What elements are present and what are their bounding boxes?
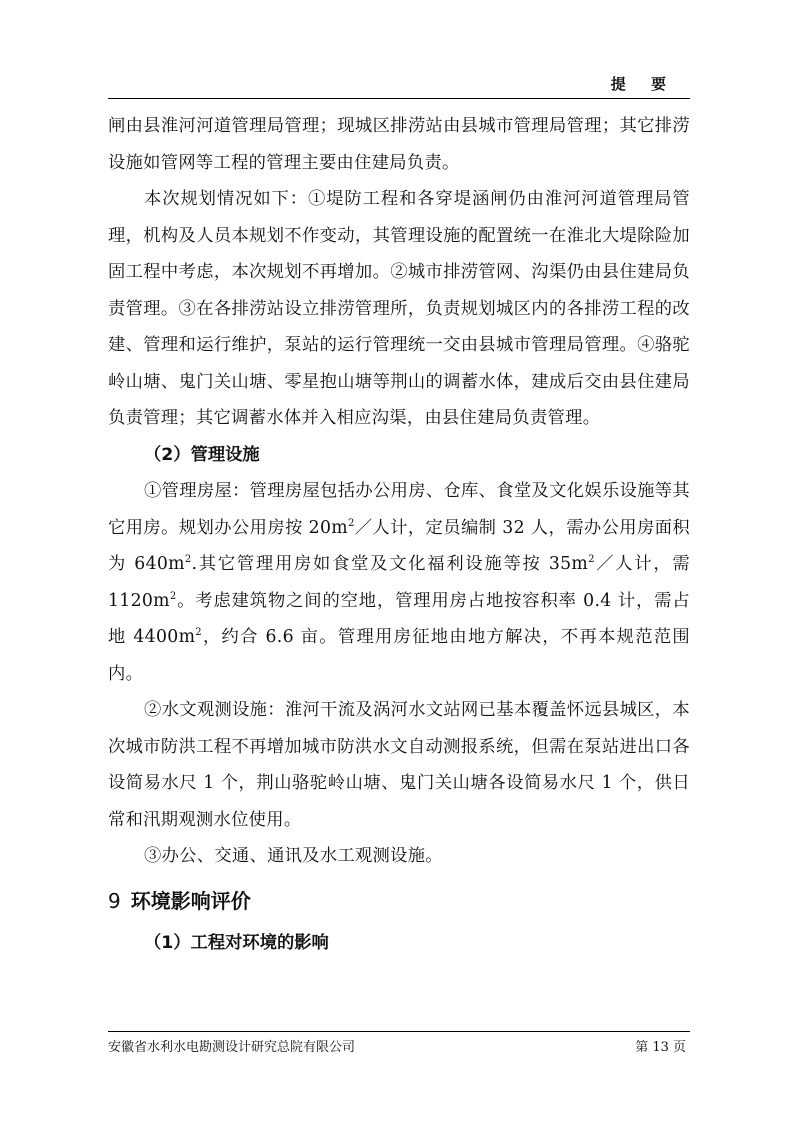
header-rule — [108, 98, 690, 99]
document-body — [108, 108, 690, 961]
footer-organization: 安徽省水利水电勘测设计研究总院有限公司 — [108, 1040, 356, 1055]
footer-rule — [108, 1031, 690, 1032]
paragraph-management-buildings — [108, 473, 690, 692]
section-title: 环境影响评价 — [130, 888, 251, 913]
superscript: 2 — [184, 554, 192, 566]
header-label: 提 要 — [610, 75, 676, 93]
section-heading — [108, 881, 690, 921]
superscript: 2 — [588, 554, 595, 566]
text-run: .其它管理用房如食堂及文化福利设施等按 35m — [191, 554, 589, 574]
paragraph: 本次规划情况如下：①堤防工程和各穿堤涵闸仍由淮河河道管理局管理，机构及人员本规划不作变动，其管理设施的配置统一在淮北大堤除险加固工程中考虑，本次规划不再增加。②城市排涝管网、沟渠仍由县住建局负责管理。③在各排涝站设立排涝管理所，负责规划城区内的各排涝工程的改建、管理和运行维护，泵站的运行管理统一交由县城市管理局管理。④骆驼岭山塘、鬼门关山塘、零星抱山塘等荆山的调蓄水体，建成后交由县住建局负责管理；其它调蓄水体并入相应沟渠，由县住建局负责管理。 — [108, 189, 690, 428]
text-run: 。考虑建筑物之间的空地，管理用房占地按容积率 0.4 计，需占地 4400m — [108, 590, 690, 647]
section-number: 9 — [108, 888, 121, 913]
superscript: 2 — [347, 517, 355, 529]
text-run: ①管理房屋：管理房屋包括办公用房、仓库、食堂及文化娱乐设施等其它用房。规划办公用房按 20m — [108, 481, 690, 538]
paragraph-office: ③办公、交通、通讯及水工观测设施。 — [144, 846, 443, 866]
paragraph-hydrology: ②水文观测设施：淮河干流及涡河水文站网已基本覆盖怀远县城区，本次城市防洪工程不再增加城市防洪水文自动测报系统，但需在泵站进出口各设简易水尺 1 个，荆山骆驼岭山塘、鬼门关山塘各设简易水尺 1 个，供日常和汛期观测水位使用。 — [108, 700, 690, 830]
page-number: 第 13 页 — [635, 1040, 686, 1055]
text-run: ，约合 6.6 亩。管理用房征地由地方解决，不再本规范范围内。 — [108, 627, 691, 684]
text-run: ／人计，需 1120m — [108, 554, 690, 611]
text-run: ／人计，定员编制 32 人，需办公用房面积为 640m — [108, 517, 690, 574]
paragraph: 闸由县淮河河道管理局管理；现城区排涝站由县城市管理局管理；其它排涝设施如管网等工程的管理主要由住建局负责。 — [108, 116, 690, 173]
subheading-management-facilities: （2）管理设施 — [144, 444, 260, 465]
subheading-environment-impact: （1）工程对环境的影响 — [144, 932, 329, 953]
superscript: 2 — [195, 627, 202, 639]
superscript: 2 — [169, 590, 177, 602]
